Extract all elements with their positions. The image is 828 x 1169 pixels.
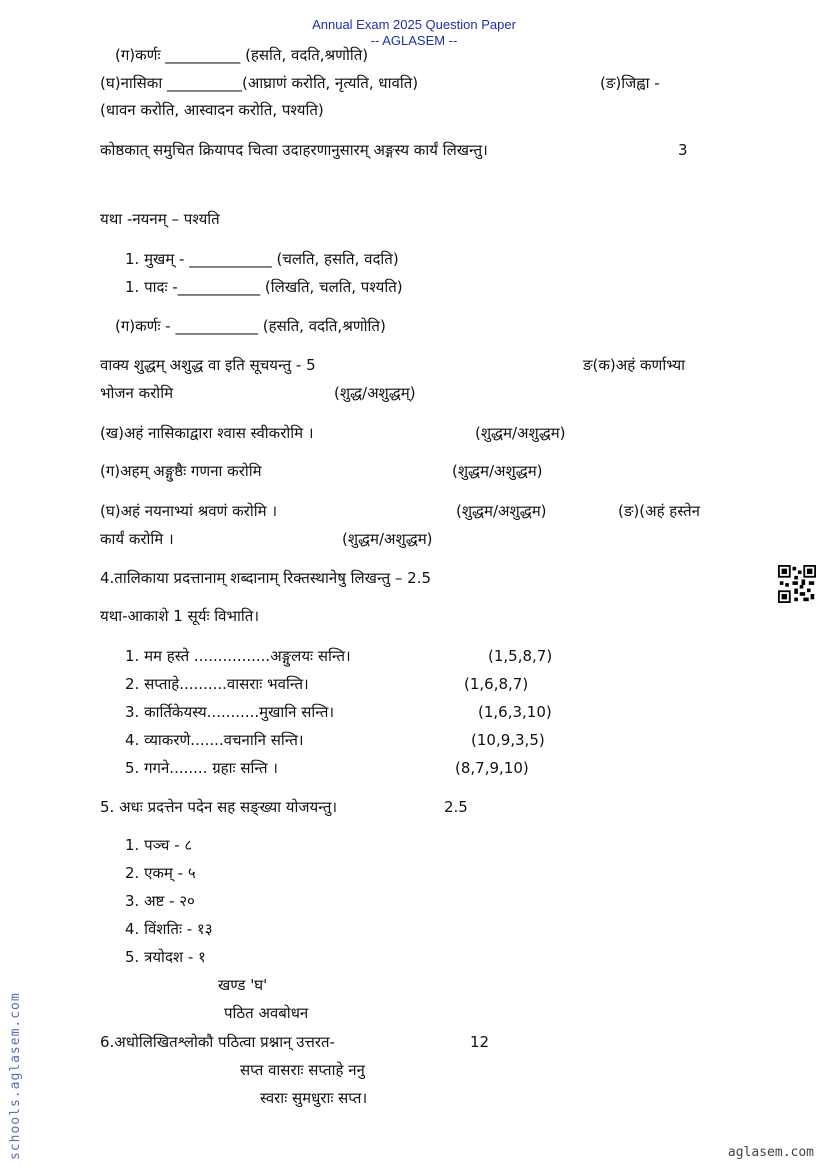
question-text: वाक्य शुद्धम् अशुद्ध वा इति सूचयन्तु - 5 [100,356,316,374]
option-text: (शुद्धम/अशुद्धम) [475,424,566,442]
shloka-line: सप्त वासराः सप्ताहे ननु [240,1061,365,1079]
shloka-line: स्वराः सुमधुराः सप्त। [260,1089,368,1107]
list-item: 2. एकम् - ५ [125,864,196,882]
text-line: कार्यं करोमि । [100,530,174,548]
header-title: Annual Exam 2025 Question Paper [312,17,516,32]
text-line: ङ(क)अहं कर्णाभ्या [583,356,686,374]
list-item: 1. पञ्च - ८ [125,836,193,854]
marks: 3 [678,141,688,159]
list-item: 3. अष्ट - २० [125,892,195,910]
marks: 2.5 [444,798,468,816]
option-text: (शुद्धम/अशुद्धम) [456,502,547,520]
section-subtitle: पठित अवबोधन [224,1004,309,1022]
text-line: भोजन करोमि [100,384,174,402]
option-text: (शुद्धम/अशुद्धम) [342,530,433,548]
question-text: कोष्ठकात् समुचित क्रियापद चित्वा उदाहरणानुसारम् अङ्गस्य कार्यं लिखन्तु। [100,141,488,159]
question-text: 5. अधः प्रदत्तेन पदेन सह सङ्ख्या योजयन्तु। [100,798,338,816]
text-line: (ग)कर्णः - ___________ (हसति, वदति,श्रणोति) [115,317,386,335]
footer-watermark: aglasem.com [727,1145,814,1160]
text-line: (घ)नासिका __________(आघ्राणं करोति, नृत्यति, धावति) [100,74,419,92]
list-item: 4. व्याकरणे.......वचनानि सन्ति। [125,731,304,749]
qr-code-icon [778,565,816,603]
list-item: 1. मुखम् - ___________ (चलति, हसति, वदति) [125,250,399,268]
option-text: (10,9,3,5) [471,731,545,749]
text-line: (ग)कर्णः __________ (हसति, वदति,श्रणोति) [115,46,369,64]
section-title: खण्ड 'घ' [218,976,268,994]
text-line: (ङ)(अहं हस्तेन [618,502,700,520]
list-item: 5. त्रयोदश - १ [125,948,206,966]
option-text: (8,7,9,10) [455,759,529,777]
example-line: यथा-आकाशे 1 सूर्यः विभाति। [100,607,260,625]
side-watermark: schools.aglasem.com [8,992,23,1160]
list-item: 1. पादः -___________ (लिखति, चलति, पश्यति) [125,278,403,296]
option-text: (1,6,3,10) [478,703,552,721]
list-item: 1. मम हस्ते ................अङ्गुलयः सन्ति। [125,647,351,665]
question-text: 6.अधोलिखितश्लोकौ पठित्वा प्रश्नान् उत्तरत- [100,1033,335,1051]
header-subtitle: -- AGLASEM -- [370,33,458,48]
text-line: (ख)अहं नासिकाद्वारा श्वास स्वीकरोमि । [100,424,314,442]
example-line: यथा -नयनम् – पश्यति [100,210,220,228]
text-line: (घ)अहं नयनाभ्यां श्रवणं करोमि । [100,502,278,520]
list-item: 4. विंशतिः - १३ [125,920,213,938]
option-text: (शुद्धम/अशुद्धम) [452,462,543,480]
text-line: (धावन करोति, आस्वादन करोति, पश्यति) [100,101,324,119]
list-item: 2. सप्ताहे..........वासराः भवन्ति। [125,675,309,693]
list-item: 3. कार्तिकेयस्य...........मुखानि सन्ति। [125,703,335,721]
text-line: (ङ)जिह्वा - [600,74,660,92]
marks: 12 [470,1033,490,1051]
question-text: 4.तालिकाया प्रदत्तानाम् शब्दानाम् रिक्तस्थानेषु लिखन्तु – 2.5 [100,569,432,587]
option-text: (1,6,8,7) [464,675,529,693]
option-text: (1,5,8,7) [488,647,553,665]
list-item: 5. गगने........ ग्रहाः सन्ति । [125,759,278,777]
text-line: (ग)अहम् अङ्गुष्ठैः गणना करोमि [100,462,262,480]
option-text: (शुद्ध/अशुद्धम्) [334,384,416,402]
